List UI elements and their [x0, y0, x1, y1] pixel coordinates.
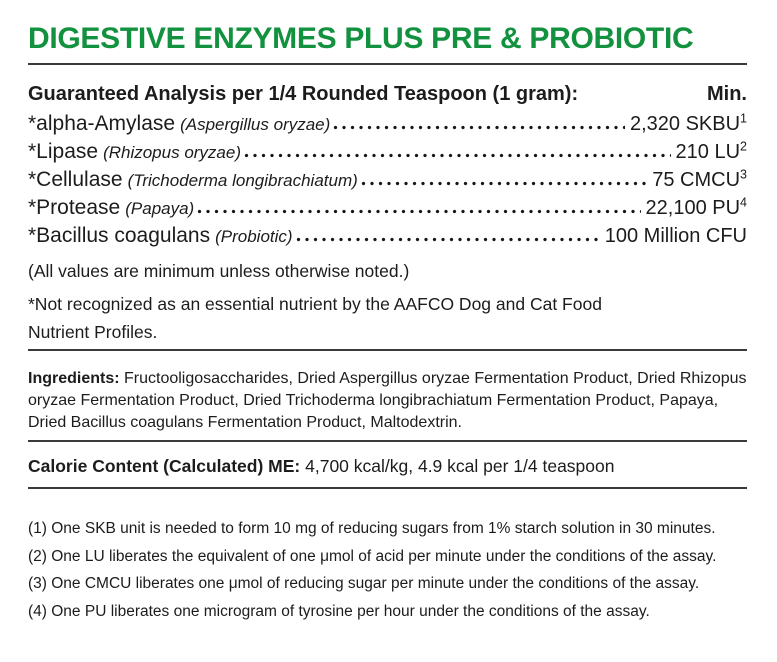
ingredient-name: *Bacillus coagulans — [28, 224, 211, 247]
calorie-text: 4,700 kcal/kg, 4.9 kcal per 1/4 teaspoon — [300, 456, 615, 476]
analysis-heading: Guaranteed Analysis per 1/4 Rounded Teaspoon (1 gram): — [28, 83, 579, 105]
footnote-cmcu: (3) One CMCU liberates one μmol of reducing sugar per minute under the conditions of the assay. — [28, 575, 700, 592]
value-superscript: 3 — [740, 167, 747, 182]
title-rule — [28, 63, 747, 65]
ingredient-value — [646, 197, 747, 220]
ingredients-text: Fructooligosaccharides, Dried Aspergillus oryzae Fermentation Product, Dried Rhizopus oryzae Fermentation Product, Dried Trichoderma longibrachiatum Fermentation Product, Papaya, Dried Bacillus coagulans Fermentation Product, Maltodextrin. — [28, 370, 747, 431]
ingredient-value — [630, 113, 747, 136]
analysis-row-lipase — [28, 140, 747, 168]
footnote-pu: (4) One PU liberates one microgram of tyrosine per hour under the conditions of the assay. — [28, 602, 650, 620]
ingredient-source: (Probiotic) — [215, 227, 293, 246]
aafco-disclaimer-line2: Nutrient Profiles. — [28, 322, 158, 342]
analysis-row-bacillus — [28, 224, 747, 252]
calorie-line — [28, 457, 747, 476]
analysis-rows — [28, 112, 747, 252]
ingredient-source: (Trichoderma longibrachiatum) — [127, 171, 358, 190]
dot-leader — [361, 180, 647, 186]
dot-leader — [244, 152, 671, 158]
analysis-heading-row — [28, 84, 747, 104]
ingredient-name: *Cellulase — [28, 168, 123, 191]
ingredient-name: *Protease — [28, 196, 121, 219]
value-superscript: 1 — [740, 111, 747, 126]
dot-leader — [333, 124, 625, 130]
dot-leader — [296, 236, 600, 242]
dot-leader — [197, 208, 640, 214]
analysis-row-cellulase — [28, 168, 747, 196]
value-text: 100 Million CFU — [604, 225, 747, 247]
value-text: 22,100 PU — [645, 197, 741, 219]
footnotes — [28, 515, 747, 625]
aafco-disclaimer — [28, 290, 747, 346]
product-title: DIGESTIVE ENZYMES PLUS PRE & PROBIOTIC — [28, 22, 694, 55]
footnote-skb: (1) One SKB unit is needed to form 10 mg of reducing sugars from 1% starch solution in 30 minutes. — [28, 520, 716, 537]
ingredient-source: (Papaya) — [125, 199, 195, 218]
analysis-row-amylase — [28, 112, 747, 140]
aafco-disclaimer-line1: *Not recognized as an essential nutrient by the AAFCO Dog and Cat Food — [28, 294, 602, 314]
section-rule-footnotes — [28, 487, 747, 489]
ingredient-name: *Lipase — [28, 140, 99, 163]
ingredient-source: (Aspergillus oryzae) — [180, 115, 331, 134]
ingredient-name: *alpha-Amylase — [28, 112, 176, 135]
ingredient-value — [676, 141, 747, 164]
ingredients-label: Ingredients: — [28, 370, 120, 387]
value-superscript: 4 — [740, 195, 747, 210]
value-text: 2,320 SKBU — [629, 113, 741, 135]
ingredient-value — [652, 169, 747, 192]
section-rule-ingredients — [28, 349, 747, 351]
ingredients-paragraph — [28, 368, 747, 434]
min-column-label: Min. — [707, 83, 747, 105]
value-text: 75 CMCU — [652, 169, 741, 191]
value-text: 210 LU — [675, 141, 741, 163]
section-rule-calorie — [28, 440, 747, 442]
value-superscript: 2 — [740, 139, 747, 154]
analysis-row-protease — [28, 196, 747, 224]
footnote-lu: (2) One LU liberates the equivalent of one μmol of acid per minute under the conditions of the assay. — [28, 547, 717, 565]
all-values-note: (All values are minimum unless otherwise noted.) — [28, 261, 410, 281]
calorie-label: Calorie Content (Calculated) ME: — [28, 456, 301, 476]
ingredient-source: (Rhizopus oryzae) — [103, 143, 242, 162]
ingredient-value — [605, 225, 747, 248]
